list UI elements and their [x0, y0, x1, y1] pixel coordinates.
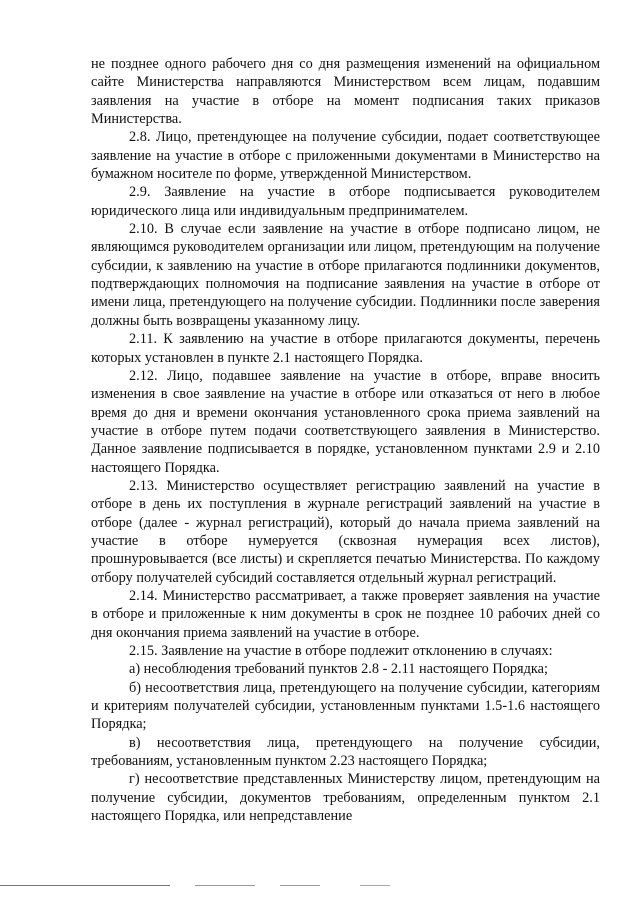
paragraph-2-15: 2.15. Заявление на участие в отборе подлежит отклонению в случаях:	[129, 643, 553, 659]
list-item-a: а) несоблюдения требований пунктов 2.8 - 2.11 настоящего Порядка;	[129, 661, 548, 678]
paragraph-2-12: 2.12. Лицо, подавшее заявление на участие в отборе, вправе вносить изменения в свое заявление на участие в отборе или отказаться от него в любое время до дня и времени окончания установленного срока приема заявлений на участие в отборе путем подачи соответствующего заявления в Министерство. Данное заявление подписывается в порядке, установленном пунктами 2.9 и 2.10 настоящего Порядка.	[91, 367, 600, 476]
document-page	[91, 55, 600, 825]
list-item-b: б) несоответствия лица, претендующего на получение субсидии, категориям и критериям получателей субсидии, установленным пунктами 1.5-1.6 настоящего Порядка;	[91, 679, 600, 733]
list-item-g: г) несоответствие представленных Министерству лицом, претендующим на получение субсидии, документов требованиям, определенным пунктом 2.1 настоящего Порядка, или непредставление	[91, 771, 600, 825]
paragraph-2-11: 2.11. К заявлению на участие в отборе прилагаются документы, перечень которых установлен в пункте 2.1 настоящего Порядка.	[91, 331, 600, 366]
scan-edge-line	[360, 885, 390, 886]
paragraph-2-10: 2.10. В случае если заявление на участие в отборе подписано лицом, не являющимся руководителем организации или лицом, претендующим на получение субсидии, к заявлению на участие в отборе прилагаются подлинники документов, подтверждающих полномочия на подписание заявления на участие в отборе от имени лица, претендующего на получение субсидии. Подлинники после заверения должны быть возвращены указанному лицу.	[91, 221, 600, 329]
scan-edge-line	[0, 885, 170, 886]
scan-edge-line	[195, 885, 255, 886]
list-item-v: в) несоответствия лица, претендующего на получение субсидии, требованиям, установленным пунктом 2.23 настоящего Порядка;	[91, 734, 600, 770]
scan-edge-line	[280, 885, 320, 886]
paragraph-2-14: 2.14. Министерство рассматривает, а также проверяет заявления на участие в отборе и приложенные к ним документы в срок не позднее 10 рабочих дней со дня окончания приема заявлений на участие в отборе.	[91, 587, 600, 641]
paragraph-continuation: не позднее одного рабочего дня со дня размещения изменений на официальном сайте Министерства направляются Министерством всем лицам, подавшим заявления на участие в отборе на момент подписания таких приказов Министерства.	[91, 56, 600, 128]
paragraph-2-13: 2.13. Министерство осуществляет регистрацию заявлений на участие в отборе в день их поступления в журнале регистраций заявлений на участие в отборе (далее - журнал регистраций), который до начала приема заявлений на участие в отборе нумеруется (сквозная нумерация всех листов), прошнуровывается (все листы) и скрепляется печатью Министерства. По каждому отбору получателей субсидий составляется отдельный журнал регистраций.	[91, 477, 600, 586]
paragraph-2-8: 2.8. Лицо, претендующее на получение субсидии, подает соответствующее заявление на участие в отборе с приложенными документами в Министерство на бумажном носителе по форме, утвержденной Министерством.	[91, 129, 600, 183]
paragraph-2-9: 2.9. Заявление на участие в отборе подписывается руководителем юридического лица или индивидуальным предпринимателем.	[91, 184, 600, 219]
